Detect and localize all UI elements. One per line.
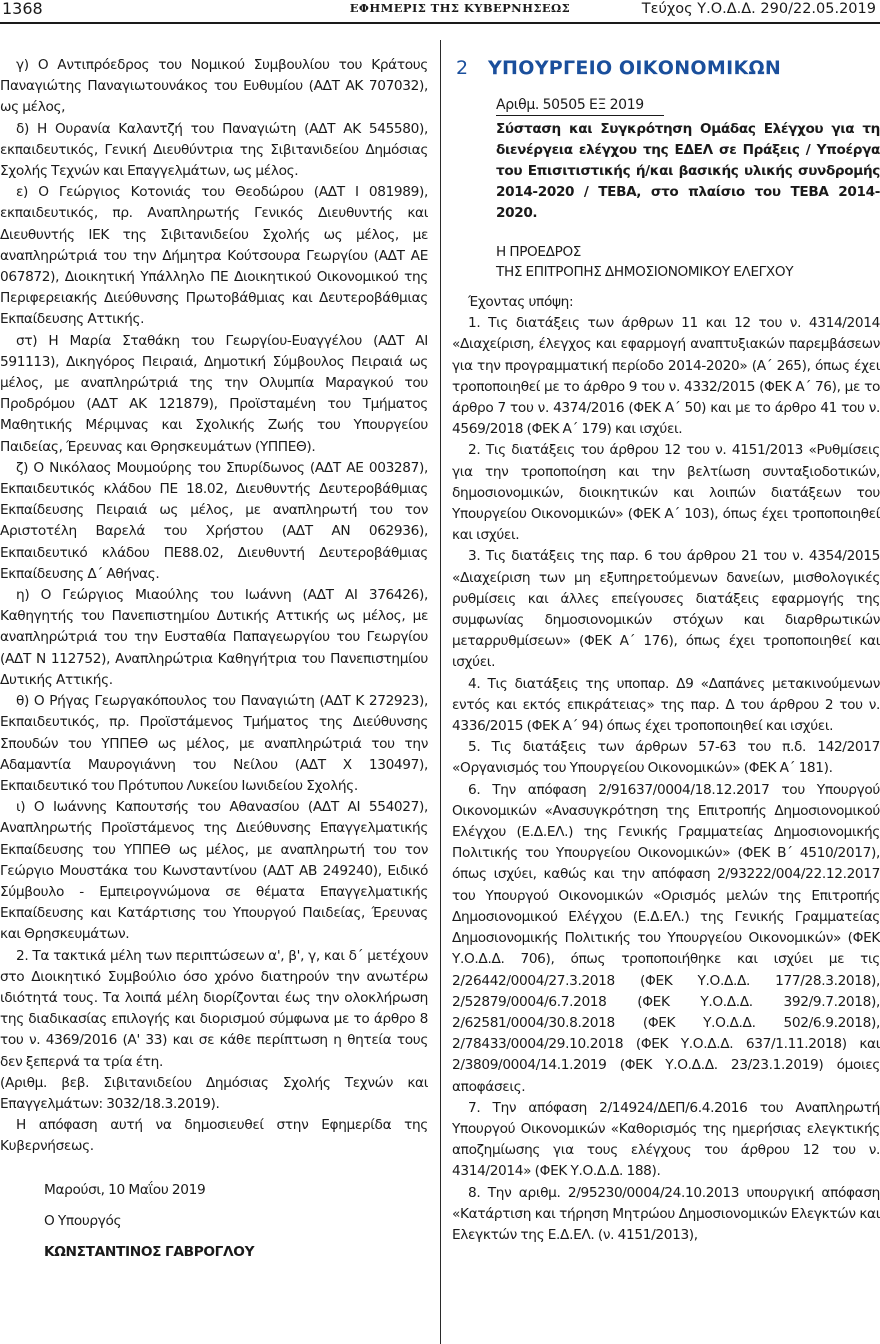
considering-label: Έχοντας υπόψη: bbox=[468, 294, 574, 310]
issuing-authority bbox=[496, 242, 880, 282]
paragraph-clause-5: 5. Τις διατάξεις των άρθρων 57-63 του π.δ. 142/2017 «Οργανισμός του Υπουργείου Οικονομικών» (ΦΕΚ Α΄ 181). bbox=[452, 739, 880, 777]
issue-reference: Τεύχος Υ.Ο.Δ.Δ. 290/22.05.2019 bbox=[641, 1, 876, 17]
paragraph-clause-4: 4. Τις διατάξεις της υποπαρ. Δ9 «Δαπάνες μετακινούμενων εντός και εκτός επικράτειας» της παρ. Δ του άρθρου 2 του ν. 4336/2015 (ΦΕΚ Α΄ 94) όπως έχει τροποποιηθεί και ισχύει. bbox=[452, 675, 880, 735]
paragraph-member-c: γ) Ο Αντιπρόεδρος του Νομικού Συμβουλίου του Κράτους Παναγιώτης Παναγιωτουνάκος του Ευθυμίου (ΑΔΤ ΑΚ 707032), ως μέλος, bbox=[0, 57, 428, 116]
paragraph-member-th: θ) Ο Ρήγας Γεωργακόπουλος του Παναγιώτη (ΑΔΤ Κ 272923), Εκπαιδευτικός, πρ. Προϊστάμενος Τμήματος της Διεύθυνσης Σπουδών του ΥΠΠΕΘ ως μέλος, με αναπληρώτριά του την Αδαμαντία Μαυρογιάννη του Νείλου (ΑΔΤ Χ 130497), Εκπαιδευτικό του Πρότυπου Λυκείου Ιωνιδείου Σχολής. bbox=[0, 693, 428, 794]
decision-number: Αριθμ. 50505 ΕΞ 2019 bbox=[496, 96, 664, 116]
paragraph-publication: Η απόφαση αυτή να δημοσιευθεί στην Εφημερίδα της Κυβερνήσεως. bbox=[0, 1117, 428, 1155]
authority-line-2: ΤΗΣ ΕΠΙΤΡΟΠΗΣ ΔΗΜΟΣΙΟΝΟΜΙΚΟΥ ΕΛΕΓΧΟΥ bbox=[496, 264, 794, 280]
paragraph-clause-3: 3. Τις διατάξεις της παρ. 6 του άρθρου 21 του ν. 4354/2015 «Διαχείριση των μη εξυπηρετούμενων δανείων, μισθολογικές ρυθμίσεις και άλλες επείγουσες διατάξεις εφαρμογής της συμφωνίας δημοσιονομικών στόχων και διαρθρωτικών μεταρρυθμίσεων» (ΦΕΚ Α΄ 176), όπως έχει τροποποιηθεί και ισχύει. bbox=[452, 548, 880, 671]
paragraph-member-st: στ) Η Μαρία Σταθάκη του Γεωργίου-Ευαγγέλου (ΑΔΤ ΑΙ 591113), Δικηγόρος Πειραιά, Δημοτική Σύμβουλος Πειραιά ως μέλος, με αναπληρώτριά της την Ολυμπία Μαραγκού του Προδρόμου (ΑΔΤ ΑΚ 121879), Προϊσταμένη του Τμήματος Μαθητικής Μέριμνας και Σχολικής Ζωής του Υπουργείου Παιδείας, Έρευνας και Θρησκευμάτων (ΥΠΠΕΘ). bbox=[0, 332, 428, 455]
signature-name: ΚΩΝΣΤΑΝΤΙΝΟΣ ΓΑΒΡΟΓΛΟΥ bbox=[44, 1243, 255, 1260]
paragraph-clause-1: 1. Τις διατάξεις των άρθρων 11 και 12 του ν. 4314/2014 «Διαχείριση, έλεγχος και εφαρμογή αναπτυξιακών παρεμβάσεων για την προγραμματική περίοδο 2014-2020» (Α΄ 265), όπως έχει τροποποιηθεί με το άρθρο 9 του ν. 4332/2015 (ΦΕΚ Α΄ 76), με το άρθρο 7 του ν. 4374/2016 (ΦΕΚ Α΄ 50) και με το άρθρο 41 του ν. 4569/2018 (ΦΕΚ Α΄ 179) και ισχύει. bbox=[452, 315, 880, 438]
paragraph-term: 2. Τα τακτικά μέλη των περιπτώσεων α', β', γ, και δ΄ μετέχουν στο Διοικητικό Συμβούλιο όσο χρόνο διατηρούν την ανωτέρω ιδιότητά τους. Τα λοιπά μέλη διορίζονται έως την ολοκλήρωση της διαδικασίας επιλογής και διορισμού σύμφωνα με το άρθρο 8 του ν. 4369/2016 (Α' 33) και σε κάθε περίπτωση η θητεία τους δεν ξεπερνά τα τρία έτη. bbox=[0, 947, 428, 1070]
signature-role: Ο Υπουργός bbox=[44, 1212, 122, 1229]
left-column bbox=[0, 55, 428, 1263]
signature-place-date: Μαρούσι, 10 Μαΐου 2019 bbox=[44, 1181, 206, 1198]
paragraph-clause-7: 7. Την απόφαση 2/14924/ΔΕΠ/6.4.2016 του Αναπληρωτή Υπουργού Οικονομικών «Καθορισμός της ημερήσιας ελεγκτικής αποζημίωσης για τους ελέγχους του άρθρου 12 του ν. 4314/2014» (ΦΕΚ Υ.Ο.Δ.Δ. 188). bbox=[452, 1099, 880, 1180]
ministry-number: 2 bbox=[456, 57, 468, 79]
paragraph-clause-6: 6. Την απόφαση 2/91637/0004/18.12.2017 του Υπουργού Οικονομικών «Ανασυγκρότηση της Επιτροπής Δημοσιονομικού Ελέγχου (Ε.Δ.ΕΛ.) της Γενικής Γραμματείας Δημοσιονομικής Πολιτικής του Υπουργείου Οικονομικών» (ΦΕΚ Β΄ 4510/2017), όπως ισχύει, καθώς και την απόφαση 2/93222/004/22.12.2017 του Υπουργού Οικονομικών «Ορισμός μελών της Επιτροπής Δημοσιονομικού Ελέγχου (Ε.Δ.ΕΛ.) της Γενικής Γραμματείας Δημοσιονομικής Πολιτικής του Υπουργείου Οικονομικών» (ΦΕΚ Υ.Ο.Δ.Δ. 706), όπως τροποποιήθηκε και ισχύει με τις 2/26442/0004/27.3.2018 (ΦΕΚ Υ.Ο.Δ.Δ. 177/28.3.2018), 2/52879/0004/6.7.2018 (ΦΕΚ Υ.Ο.Δ.Δ. 392/9.7.2018), 2/62581/0004/30.8.2018 (ΦΕΚ Υ.Ο.Δ.Δ. 502/6.9.2018), 2/78433/0004/29.10.2018 (ΦΕΚ Υ.Ο.Δ.Δ. 637/1.11.2018) και 2/3809/0004/14.1.2019 (ΦΕΚ Υ.Ο.Δ.Δ. 23/23.1.2019) όμοιες αποφάσεις. bbox=[452, 781, 880, 1095]
paragraph-member-d: δ) Η Ουρανία Καλαντζή του Παναγιώτη (ΑΔΤ ΑΚ 545580), εκπαιδευτικός, Γενική Διευθύντρια της Σιβιτανιδείου Δημόσιας Σχολής Τεχνών και Επαγγελμάτων, ως μέλος. bbox=[0, 120, 428, 180]
page-number: 1368 bbox=[2, 0, 43, 18]
decision-title: Σύσταση και Συγκρότηση Ομάδας Ελέγχου για τη διενέργεια ελέγχου της ΕΔΕΛ σε Πράξεις / Υποέργα του Επισιτιστικής ή/και βασικής υλικής συνδρομής 2014-2020 / ΤΕΒΑ, στο πλαίσιο του ΤΕΒΑ 2014-2020. bbox=[496, 121, 880, 221]
column-divider bbox=[440, 40, 441, 1344]
ministry-name: ΥΠΟΥΡΓΕΙΟ ΟΙΚΟΝΟΜΙΚΩΝ bbox=[488, 57, 782, 79]
paragraph-member-h: η) Ο Γεώργιος Μιαούλης του Ιωάννη (ΑΔΤ ΑΙ 376426), Καθηγητής του Πανεπιστημίου Δυτικής Αττικής ως μέλος, με αναπληρώτριά του την Ευσταθία Παπαγεωργίου του Γεωργίου (ΑΔΤ Ν 112752), Αναπληρώτρια Καθηγήτρια του Πανεπιστημίου Δυτικής Αττικής. bbox=[0, 587, 428, 688]
paragraph-clause-8: 8. Την αριθμ. 2/95230/0004/24.10.2013 υπουργική απόφαση «Κατάρτιση και τήρηση Μητρώου Δημοσιονομικών Ελεγκτών και Ελεγκτών της Ε.Δ.ΕΛ. (ν. 4151/2013), bbox=[452, 1184, 880, 1243]
paragraph-reference: (Αριθμ. βεβ. Σιβιτανιδείου Δημόσιας Σχολής Τεχνών και Επαγγελμάτων: 3032/18.3.2019). bbox=[0, 1074, 428, 1112]
paragraph-clause-2: 2. Τις διατάξεις του άρθρου 12 του ν. 4151/2013 «Ρυθμίσεις για την τροποποίηση και την βελτίωση συνταξιοδοτικών, δημοσιονομικών, διοικητικών και λοιπών διατάξεων του Υπουργείου Οικονομικών» (ΦΕΚ Α΄ 103), όπως έχει τροποποιηθεί και ισχύει. bbox=[452, 442, 880, 544]
paragraph-member-i: ι) Ο Ιωάννης Καπουτσής του Αθανασίου (ΑΔΤ ΑΙ 554027), Αναπληρωτής Προϊστάμενος της Διεύθυνσης Επαγγελματικής Εκπαίδευσης του ΥΠΠΕΘ ως μέλος, με αναπληρωτή του τον Γεώργιο Μουστάκα του Κωνσταντίνου (ΑΔΤ ΑΒ 249240), Ειδικό Σύμβουλο - Εμπειρογνώμονα σε θέματα Επαγγελματικής Εκπαίδευσης και Κατάρτισης του Υπουργού Παιδείας, Έρευνας και Θρησκευμάτων. bbox=[0, 799, 428, 943]
gazette-name: ΕΦΗΜΕΡΙΣ ΤΗΣ ΚΥΒΕΡΝΗΣΕΩΣ bbox=[349, 1, 571, 15]
header-rule bbox=[0, 22, 880, 24]
paragraph-member-z: ζ) Ο Νικόλαος Μουμούρης του Σπυρίδωνος (ΑΔΤ ΑΕ 003287), Εκπαιδευτικός κλάδου ΠΕ 18.02, Διευθυντής Δευτεροβάθμιας Εκπαίδευσης Πειραιά ως μέλος, με αναπληρωτή του τον Αριστοτέλη Βαρελά του Χρήστου (ΑΔΤ ΑΝ 062936), Εκπαιδευτικό κλάδου ΠΕ88.02, Διευθυντή Δευτεροβάθμιας Εκπαίδευσης Δ΄ Αθήνας. bbox=[0, 459, 428, 582]
right-column bbox=[452, 58, 880, 1246]
ministry-heading bbox=[452, 58, 880, 86]
authority-line-1: Η ΠΡΟΕΔΡΟΣ bbox=[496, 244, 582, 260]
page-header bbox=[0, 0, 880, 24]
paragraph-member-e: ε) Ο Γεώργιος Κοτονιάς του Θεοδώρου (ΑΔΤ Ι 081989), εκπαιδευτικός, πρ. Αναπληρωτής Γενικός Διευθυντής και Διευθυντής ΙΕΚ της Σιβιτανιδείου Σχολής ως μέλος, με αναπληρώτριά του την Δήμητρα Κούτσουρα Γεωργίου (ΑΔΤ ΑΕ 067872), Διοικητική Υπάλληλο ΠΕ Διοικητικού Οικονομικού της Περιφερειακής Διεύθυνσης Πρωτοβάθμιας και Δευτεροβάθμιας Εκπαίδευσης Αττικής. bbox=[0, 184, 428, 328]
